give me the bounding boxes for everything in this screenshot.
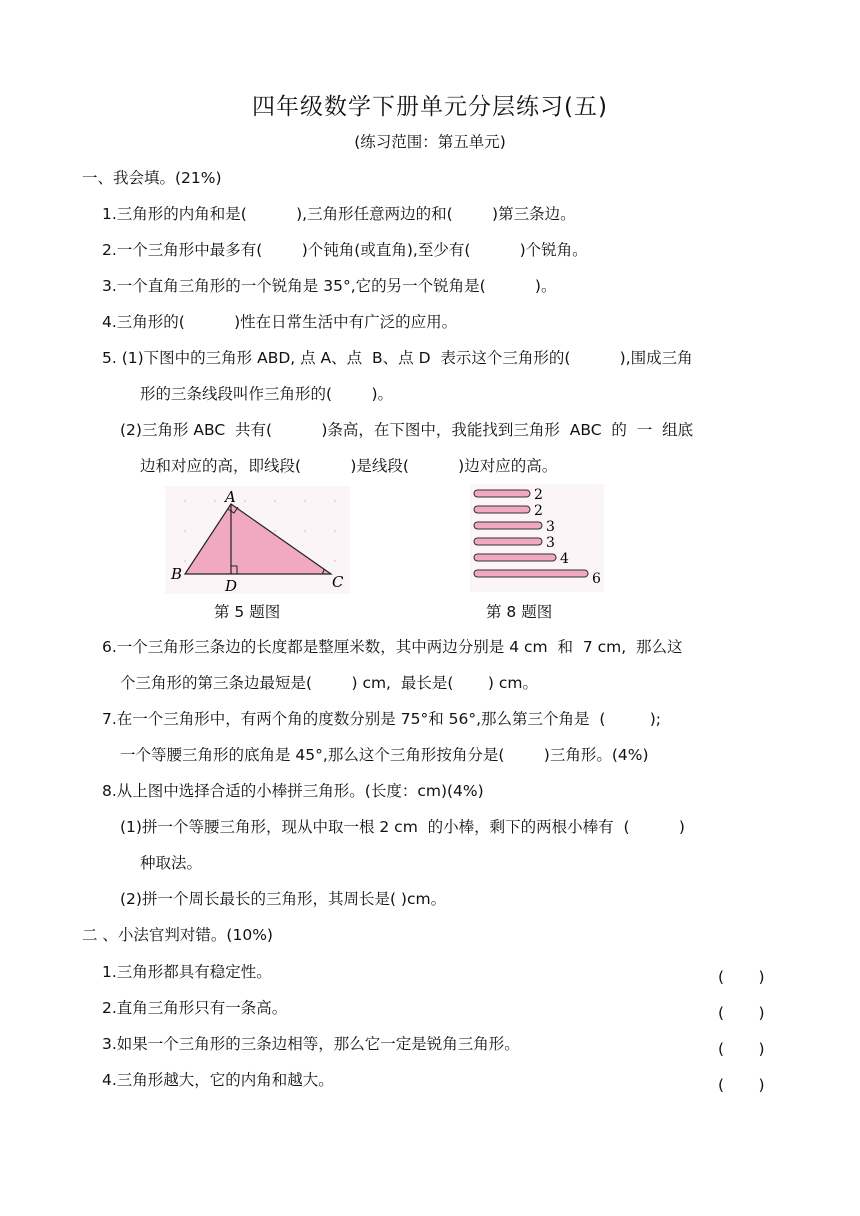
stick-2 — [474, 506, 530, 513]
question-6-line2: 个三角形的第三条边最短是( ) cm, 最长是( ) cm。 — [120, 674, 538, 692]
figure-8-sticks — [470, 484, 604, 592]
figure-5-triangle — [165, 486, 350, 594]
label-c: C — [332, 573, 344, 591]
judge-answer-3[interactable]: ( ) — [718, 1040, 765, 1058]
question-8-1-line2: 种取法。 — [140, 854, 203, 872]
question-1: 1.三角形的内角和是( ),三角形任意两边的和( )第三条边。 — [102, 205, 576, 223]
figure-8-caption: 第 8 题图 — [486, 603, 553, 621]
page-subtitle: (练习范围：第五单元) — [354, 133, 506, 151]
judge-item-4: 4.三角形越大，它的内角和越大。 — [102, 1071, 334, 1089]
question-8-2: (2)拼一个周长最长的三角形，其周长是( )cm。 — [120, 890, 447, 908]
question-6-line1: 6.一个三角形三条边的长度都是整厘米数，其中两边分别是 4 cm 和 7 cm, 那么这 — [102, 638, 683, 656]
question-7-line1: 7.在一个三角形中，有两个角的度数分别是 75°和 56°,那么第三个角是 ( ); — [102, 710, 662, 728]
label-a: A — [225, 488, 236, 506]
label-b: B — [171, 565, 183, 583]
stick-6 — [474, 570, 588, 577]
stick-4-length: 3 — [546, 535, 555, 551]
label-d: D — [225, 577, 238, 594]
question-5-2-line1: (2)三角形 ABC 共有( )条高，在下图中，我能找到三角形 ABC 的 一 组底 — [120, 421, 694, 439]
question-7-line2: 一个等腰三角形的底角是 45°,那么这个三角形按角分是( )三角形。(4%) — [120, 746, 649, 764]
question-8: 8.从上图中选择合适的小棒拼三角形。(长度：cm)(4%) — [102, 782, 484, 800]
page-title: 四年级数学下册单元分层练习(五) — [252, 94, 608, 120]
stick-3 — [474, 522, 542, 529]
stick-2-length: 2 — [534, 503, 543, 519]
question-4: 4.三角形的( )性在日常生活中有广泛的应用。 — [102, 313, 458, 331]
stick-3-length: 3 — [546, 519, 555, 535]
question-8-1-line1: (1)拼一个等腰三角形，现从中取一根 2 cm 的小棒，剩下的两根小棒有 ( ) — [120, 818, 685, 836]
stick-4 — [474, 538, 542, 545]
stick-1-length: 2 — [534, 487, 543, 503]
question-2: 2.一个三角形中最多有( )个钝角(或直角),至少有( )个锐角。 — [102, 241, 588, 259]
stick-5-length: 4 — [560, 551, 569, 567]
judge-item-1: 1.三角形都具有稳定性。 — [102, 963, 272, 981]
figure-5-caption: 第 5 题图 — [214, 603, 281, 621]
judge-answer-4[interactable]: ( ) — [718, 1076, 765, 1094]
section2-heading: 二 、小法官判对错。(10%) — [82, 926, 273, 944]
judge-answer-2[interactable]: ( ) — [718, 1004, 765, 1022]
judge-answer-1[interactable]: ( ) — [718, 968, 765, 986]
question-3: 3.一个直角三角形的一个锐角是 35°,它的另一个锐角是( )。 — [102, 277, 557, 295]
question-5-2-line2: 边和对应的高，即线段( )是线段( )边对应的高。 — [140, 457, 558, 475]
judge-item-3: 3.如果一个三角形的三条边相等，那么它一定是锐角三角形。 — [102, 1035, 520, 1053]
stick-6-length: 6 — [592, 571, 601, 587]
stick-1 — [474, 490, 530, 497]
section1-heading: 一、我会填。(21%) — [82, 169, 222, 187]
stick-5 — [474, 554, 556, 561]
question-5-1-line1: 5. (1)下图中的三角形 ABD, 点 A、点 B、点 D 表示这个三角形的( ),围成三角 — [102, 349, 693, 367]
question-5-1-line2: 形的三条线段叫作三角形的( )。 — [140, 385, 394, 403]
judge-item-2: 2.直角三角形只有一条高。 — [102, 999, 288, 1017]
